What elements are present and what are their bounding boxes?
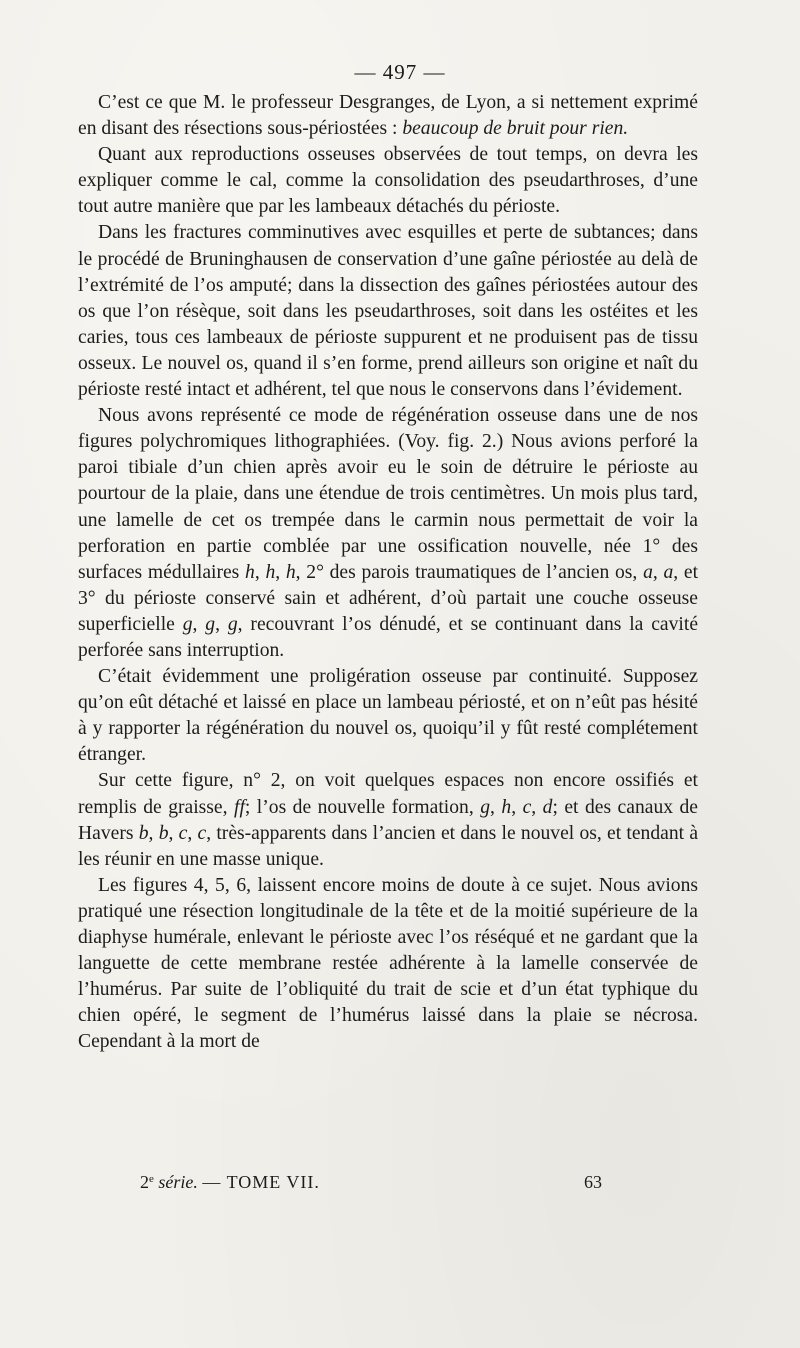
text-run: , [275,561,286,583]
paragraph [78,768,698,872]
text-run: , 2° des parois traumatiques de l’ancien os, [295,561,644,583]
page-footer [0,1172,800,1202]
italic-text: g [227,613,238,635]
italic-text: b [138,822,149,844]
text-run: , [254,561,266,583]
italic-text: d [542,796,553,818]
text-run: , [490,796,502,818]
text-run: , très-apparents dans l’ancien et dans le nouvel os, et tendant à les réunir en une masse unique. [78,822,699,870]
series-signature [140,1172,320,1193]
text-run: Sur cette figure, n° 2, on voit quelques espaces non encore ossifiés et remplis de graisse, [78,770,698,818]
body-text [78,90,698,1055]
italic-text: g [182,613,193,635]
text-run: Dans les fractures comminutives avec esquilles et perte de subtances; dans le procédé de Bruninghausen de conservation d’une gaîne périostée au delà de l’extrémité de l’os amputé; dans la dissection des gaînes périostées autour des os que l’on résèque, soit dans les pseudarthroses, soit dans les ostéites et les caries, tous ces lambeaux de périoste suppurent et ne produisent pas de tissu osseux. Le nouvel os, quand il s’en forme, prend ailleurs son origine et naît du périoste resté intact et adhérent, tel que nous le conservons dans l’évidement. [78,222,698,401]
text-run: Les figures 4, 5, 6, laissent encore moins de doute à ce sujet. Nous avions pratiqué une résection longitudinale de la tête et de la moitié supérieure de la diaphyse humérale, enlevant le périoste avec l’os réséqué et ne gardant que la languette de cette membrane restée adhérente à la lamelle conservée de l’humérus. Par suite de l’obliquité du trait de scie et d’un état typhique du chien opéré, le segment de l’humérus laissé dans la plaie se nécrosa. Cependant à la mort de [78,874,698,1053]
text-run: , [531,796,543,818]
text-run: , [511,796,523,818]
series-word: série. [158,1172,198,1192]
text-run: ; l’os de nouvelle formation, [244,796,481,818]
italic-text: h [501,796,512,818]
page-number: — 497 — [354,60,446,84]
paragraph [78,90,698,142]
paragraph [78,664,698,768]
text-run: ; et des canaux de Havers [78,796,699,844]
text-run: C’était évidemment une proligération osseuse par continuité. Supposez qu’on eût détaché et laissé en place un lambeau périosté, et on n’eût pas hésité à y rapporter la régénération du nouvel os, quoiqu’il y fût resté complétement étranger. [78,666,698,766]
italic-text: h [285,561,296,583]
paragraph [78,873,698,1056]
text-run: Nous avons représenté ce mode de régénération osseuse dans une de nos figures polychromiques lithographiées. (Voy. fig. 2.) Nous avions perforé la paroi tibiale d’un chien après avoir eu le soin de détruire le périoste au pourtour de la plaie, dans une étendue de trois centimètres. Un mois plus tard, une lamelle de cet os trempée dans le carmin nous permettait de voir la perforation en partie comblée par une ossification nouvelle, née 1° des surfaces médullaires [78,405,698,583]
text-run: , [652,561,664,583]
italic-text: a [663,561,674,583]
series-number: 2 [140,1172,149,1192]
italic-text: b [158,822,169,844]
text-run: , recouvrant l’os dénudé, et se continuant dans la cavité perforée sans interruption. [78,613,699,661]
text-run: , [187,822,198,844]
paragraph [78,220,698,403]
italic-text: beaucoup de bruit pour rien. [402,118,629,140]
italic-text: c [522,796,532,818]
text-run: , [215,613,228,635]
text-run: , [148,822,159,844]
text-run: , et 3° du périoste conservé sain et adhérent, d’où partait une couche osseuse superficielle [78,561,699,635]
italic-text: a [643,561,653,583]
text-run: , [168,822,179,844]
italic-text: c [197,822,207,844]
italic-text: c [178,822,188,844]
text-run: C’est ce que M. le professeur Desgranges, de Lyon, a si nettement exprimé en disant des résections sous-périostées : [78,92,698,140]
italic-text: h [265,561,276,583]
text-run: Quant aux reproductions osseuses observées de tout temps, on devra les expliquer comme le cal, comme la consolidation des pseudarthroses, d’une tout autre manière que par les lambeaux détachés du périoste. [78,144,698,218]
paragraph [78,403,698,664]
italic-text: ff [234,796,245,818]
italic-text: g [205,613,216,635]
paragraph [78,142,698,220]
series-superscript: e [149,1173,154,1185]
italic-text: h [245,561,255,583]
tome-label: — TOME VII. [202,1172,320,1192]
text-run: , [192,613,206,635]
italic-text: g [480,796,491,818]
gathering-signature: 63 [584,1172,602,1192]
